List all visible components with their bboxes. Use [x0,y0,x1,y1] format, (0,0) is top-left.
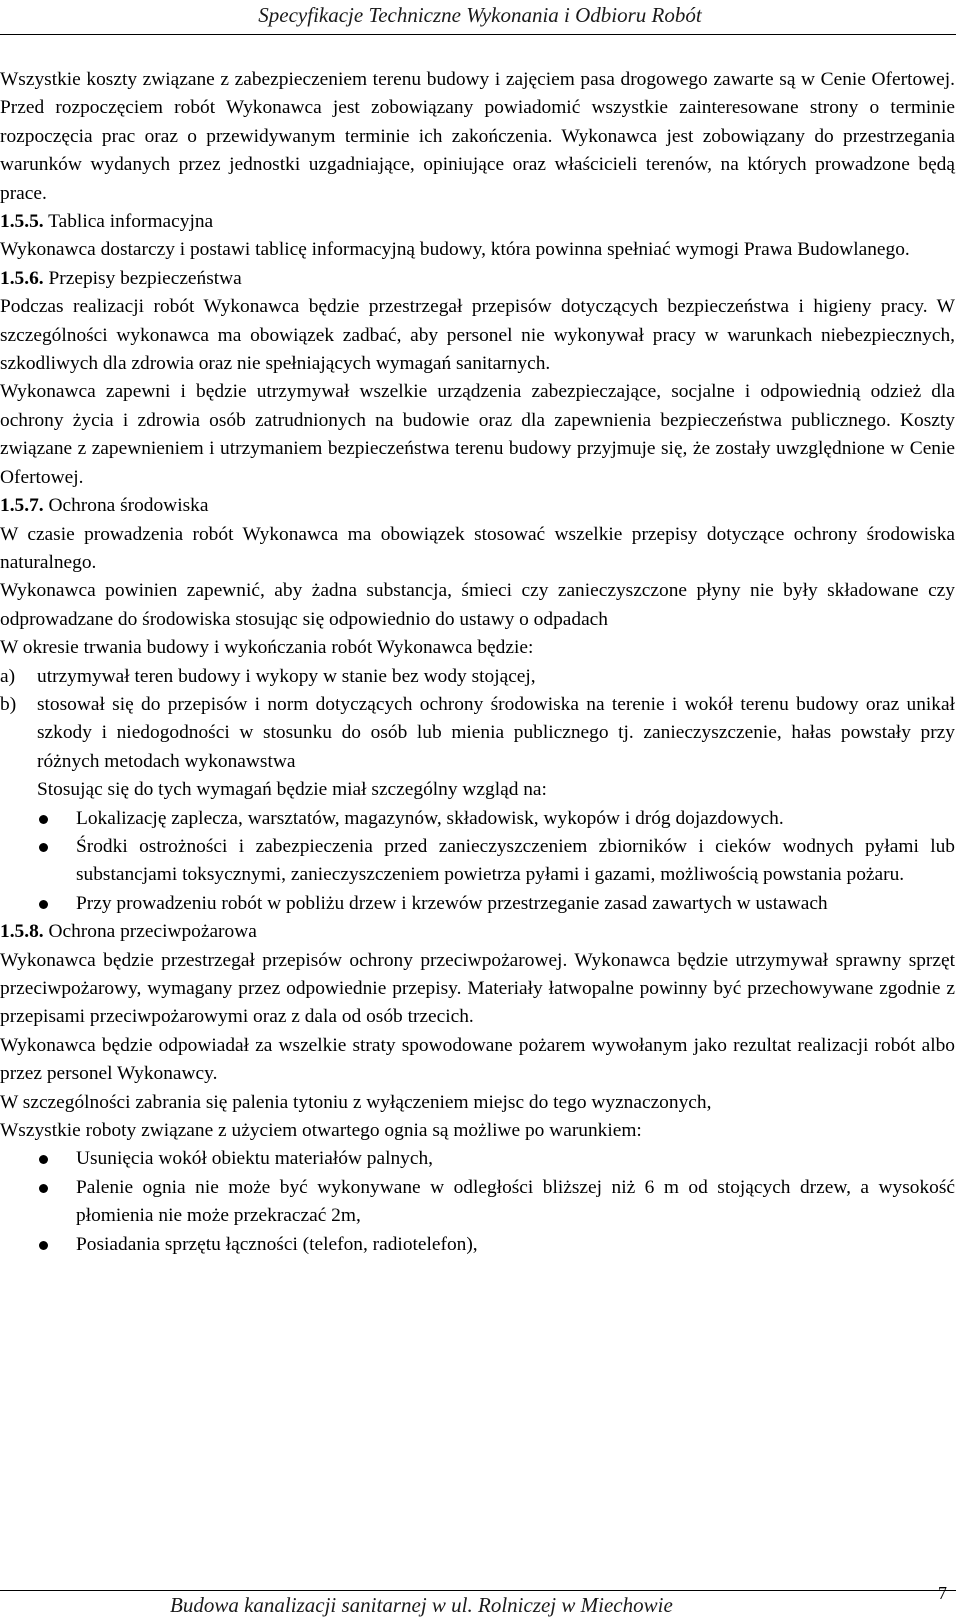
running-footer: Budowa kanalizacji sanitarnej w ul. Rolniczej w Miechowie [170,1593,673,1617]
section-title: Ochrona środowiska [43,495,209,517]
list-item-text: Środki ostrożności i zabezpieczenia przed zanieczyszczeniem zbiorników i cieków wodnych pyłami lub substancjami toksycznymi, zanieczyszczeniem powietrza pyłami i gazami, możliwością powstania pożaru. [76,835,955,886]
footer-rule [0,1590,956,1591]
list-item-text: Palenie ognia nie może być wykonywane w odległości bliższej niż 6 m od stojących drzew, a wysokość płomienia nie może przekraczać 2m, [76,1176,955,1227]
paragraph-environment-4: Stosując się do tych wymagań będzie miał szczególny wzgląd na: [37,779,547,801]
bullet-icon [39,815,48,824]
paragraph-fire-4: Wszystkie roboty związane z użyciem otwartego ognia są możliwe po warunkiem: [0,1120,642,1142]
section-heading-1-5-5 [0,208,955,236]
paragraph-safety-2: Wykonawca zapewni i będzie utrzymywał wszelkie urządzenia zabezpieczające, socjalne i odpowiednią odzież dla ochrony życia i zdrowia osób zatrudnionych na budowie oraz dla zapewnienia bezpieczeństwa publicznego. Koszty związane z zapewnieniem i utrzymaniem bezpieczeństwa terenu budowy przyjmuje się, że zostały uwzględnione w Cenie Ofertowej. [0,381,955,488]
section-number: 1.5.6. [0,267,44,289]
section-title: Przepisy bezpieczeństwa [43,267,242,289]
fire-bullet-list [0,1145,955,1259]
section-title: Ochrona przeciwpożarowa [43,921,257,943]
list-item [0,890,955,918]
list-item [0,833,955,890]
list-item [0,1231,955,1259]
section-number: 1.5.5. [0,211,44,233]
page-number: 7 [938,1583,947,1603]
list-item-text: stosował się do przepisów i norm dotyczących ochrony środowiska na terenie i wokół terenu budowy oraz unikał szkody i niedogodności w stosunku do osób lub mienia publicznego tj. zanieczyszczenie, hałas powstały przy różnych metodach wykonawstwa [37,693,955,772]
section-title: Tablica informacyjna [43,211,214,233]
bullet-icon [39,843,48,852]
list-item-text: Usunięcia wokół obiektu materiałów palnych, [76,1148,434,1170]
bullet-icon [39,900,48,909]
section-heading-1-5-8 [0,918,955,946]
paragraph-environment-2: Wykonawca powinien zapewnić, aby żadna substancja, śmieci czy zanieczyszczone płyny nie były składowane czy odprowadzane do środowiska stosując się odpowiednio do ustawy o odpadach [0,580,955,630]
section-number: 1.5.8. [0,921,44,943]
paragraph-environment-3: W okresie trwania budowy i wykończania robót Wykonawca będzie: [0,637,534,659]
bullet-icon [39,1241,48,1250]
list-item-a [0,663,955,691]
paragraph-environment-1: W czasie prowadzenia robót Wykonawca ma obowiązek stosować wszelkie przepisy dotyczące ochrony środowiska naturalnego. [0,523,955,573]
list-item-text: utrzymywał teren budowy i wykopy w stanie bez wody stojącej, [37,665,536,687]
list-item-text: Posiadania sprzętu łączności (telefon, radiotelefon), [76,1233,478,1255]
bullet-icon [39,1155,48,1164]
list-item-text: Lokalizację zaplecza, warsztatów, magazynów, składowisk, wykopów i dróg dojazdowych. [76,807,784,829]
paragraph-site-costs: Wszystkie koszty związane z zabezpieczeniem terenu budowy i zajęciem pasa drogowego zawarte są w Cenie Ofertowej. Przed rozpoczęciem robót Wykonawca jest zobowiązany powiadomić wszystkie zainteresowane strony o terminie rozpoczęcia prac oraz o przewidywanym terminie ich zakończenia. Wykonawca jest zobowiązany do przestrzegania warunków wydanych przez jednostki uzgadniające, opiniujące oraz właścicieli terenów, na których prowadzone będą prace. [0,69,955,204]
document-body [0,66,955,1259]
paragraph-fire-2: Wykonawca będzie odpowiadał za wszelkie straty spowodowane pożarem wywołanym jako rezultat realizacji robót albo przez personel Wykonawcy. [0,1034,955,1085]
list-item-text: Przy prowadzeniu robót w pobliżu drzew i krzewów przestrzeganie zasad zawartych w ustawach [76,892,828,914]
bullet-icon [39,1184,48,1193]
list-item [0,805,955,833]
list-marker: b) [0,693,17,715]
paragraph-info-board: Wykonawca dostarczy i postawi tablicę informacyjną budowy, która powinna spełniać wymogi Prawa Budowlanego. [0,239,910,261]
environment-bullet-list [0,805,955,919]
list-item-b [0,691,955,776]
list-marker: a) [0,665,16,687]
paragraph-fire-3: W szczególności zabrania się palenia tytoniu z wyłączeniem miejsc do tego wyznaczonych, [0,1091,712,1113]
running-header: Specyfikacje Techniczne Wykonania i Odbioru Robót [258,3,702,27]
section-number: 1.5.7. [0,495,44,517]
header-rule [0,34,956,35]
paragraph-fire-1: Wykonawca będzie przestrzegał przepisów ochrony przeciwpożarowej. Wykonawca będzie utrzymywał sprawny sprzęt przeciwpożarowy, wymagany przez odpowiednie przepisy. Materiały łatwopalne powinny być przechowywane zgodnie z przepisami przeciwpożarowymi oraz z dala od osób trzecich. [0,949,955,1028]
paragraph-safety-1: Podczas realizacji robót Wykonawca będzie przestrzegał przepisów dotyczących bezpieczeństwa i higieny pracy. W szczególności wykonawca ma obowiązek zadbać, aby personel nie wykonywał pracy w warunkach niebezpiecznych, szkodliwych dla zdrowia oraz nie spełniających wymagań sanitarnych. [0,296,955,375]
section-heading-1-5-7 [0,492,955,520]
list-item [0,1145,955,1173]
section-heading-1-5-6 [0,265,955,293]
list-item [0,1174,955,1231]
